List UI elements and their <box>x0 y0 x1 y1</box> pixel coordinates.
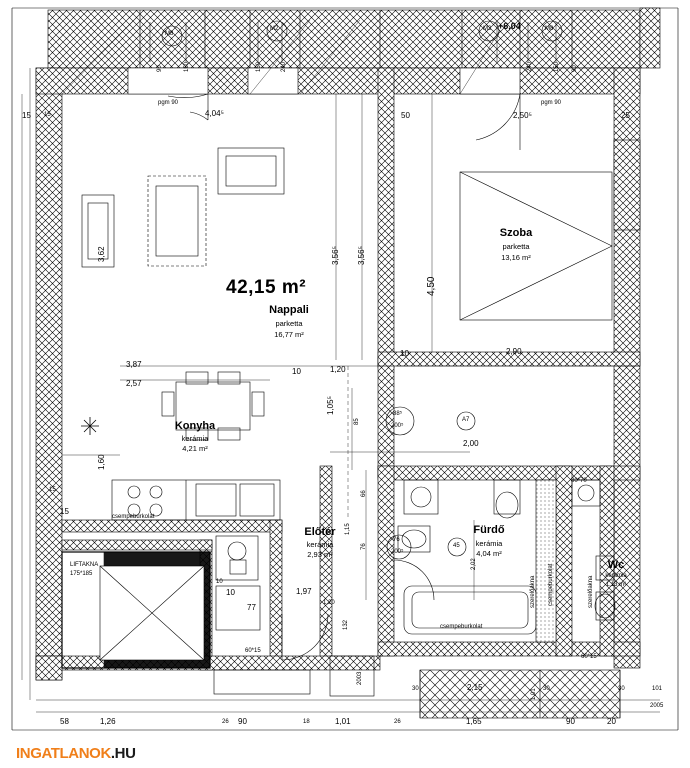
note-csempeburkolat-shaft: csempeburkolat <box>548 563 554 606</box>
watermark-suffix: .HU <box>110 745 136 762</box>
room-material-nappali: parketta <box>275 319 303 328</box>
tag-a7: A7 <box>462 417 470 423</box>
dim-top-4: 240 <box>281 61 287 72</box>
dim-inner-885: 88⁵ <box>393 411 403 417</box>
room-area-szoba: 13,16 m² <box>501 253 531 262</box>
dim-bottom-20: 20 <box>607 717 616 726</box>
dim-mid-290: 2,90 <box>506 347 522 356</box>
dim-top-5: 240 <box>527 61 533 72</box>
dim-lower-101: 1,01 <box>531 688 537 700</box>
tag-45: 45 <box>453 543 460 549</box>
dim-lower-30b: 30 <box>543 686 550 692</box>
dim-inner-2005b: 200⁵ <box>391 549 404 555</box>
room-label-wc: Wc <box>607 559 625 571</box>
dim-lower-2005: 2005 <box>650 703 664 709</box>
watermark <box>16 745 136 762</box>
note-szerelakna-1: szerelőakna <box>530 575 536 608</box>
dim-lower-215: 2,15 <box>467 683 483 692</box>
dim-lower-30a: 30 <box>412 686 419 692</box>
dim-bottom-126: 1,26 <box>100 717 116 726</box>
dim-bottom-165: 1,65 <box>466 717 482 726</box>
dim-bottom-58: 58 <box>60 717 69 726</box>
total-area-label: 42,15 m² <box>226 277 307 298</box>
dim-upper-25: 25 <box>621 111 630 120</box>
dim-lower-120: 1,20 <box>323 600 335 606</box>
note-csempeburkolat-bath: csempeburkolat <box>440 624 483 630</box>
note-pgm-left: pgm 90 <box>158 100 179 106</box>
dim-upper-50: 50 <box>401 111 410 120</box>
dim-bottom-90b: 90 <box>566 717 575 726</box>
dim-bottom-26b: 26 <box>394 719 401 725</box>
room-area-eloter: 2,93 m² <box>307 550 333 559</box>
dim-small-6015a: 60*15 <box>581 654 597 660</box>
dim-top-7: 90 <box>572 65 578 72</box>
room-label-eloter: Előtér <box>304 526 336 538</box>
dim-mid-120: 1,20 <box>330 365 346 374</box>
room-label-szoba: Szoba <box>499 227 533 239</box>
door-tag-3: M3 <box>483 26 492 32</box>
dim-upper-404: 4,04⁵ <box>205 109 224 118</box>
dim-bottom-26: 26 <box>222 719 229 725</box>
room-label-nappali: Nappali <box>269 304 309 316</box>
dim-top-3: 150 <box>256 61 262 72</box>
dim-mid-10a: 10 <box>292 367 301 376</box>
room-label-konyha: Konyha <box>174 420 216 432</box>
room-material-szoba: parketta <box>502 242 530 251</box>
dim-bottom-90: 90 <box>238 717 247 726</box>
dim-lower-30c: 30 <box>618 686 625 692</box>
dim-bottom-18: 18 <box>303 719 310 725</box>
dim-inner-85: 85 <box>354 418 360 425</box>
dim-inner-115: 1,15 <box>345 523 351 535</box>
dim-lower-197: 1,97 <box>296 587 312 596</box>
room-material-furdo: kerámia <box>475 539 503 548</box>
room-area-wc: 1,13 m² <box>605 582 627 588</box>
room-material-konyha: kerámia <box>181 434 209 443</box>
door-tag-1: M8 <box>165 31 174 37</box>
note-liftakna: LIFTAKNA <box>70 562 99 568</box>
watermark-prefix: INGATLANOK <box>16 745 111 762</box>
dim-upper-250: 2,50⁵ <box>513 111 532 120</box>
dim-small-10b: 10 <box>216 579 223 585</box>
dim-upper-15: 15 <box>22 111 31 120</box>
dim-left-160: 1,60 <box>97 454 106 470</box>
dim-small-8070: 80*70 <box>571 478 587 484</box>
room-label-furdo: Fürdő <box>473 524 505 536</box>
dim-inner-2005a: 200⁵ <box>391 423 404 429</box>
dim-small-15b: 15 <box>49 487 56 493</box>
dim-top-1: 90 <box>157 65 163 72</box>
note-szerelakna-2: szerelőakna <box>588 575 594 608</box>
dim-mid-10b: 10 <box>400 349 409 358</box>
dim-mid-257: 2,57 <box>126 379 142 388</box>
dim-inner-66: 66 <box>361 490 367 497</box>
dim-center-3565b: 3,56⁵ <box>357 246 366 265</box>
dim-center-450: 4,50 <box>426 276 437 296</box>
room-area-furdo: 4,04 m² <box>476 549 502 558</box>
dim-bottom-101: 1,01 <box>335 717 351 726</box>
room-material-eloter: kerámia <box>306 540 334 549</box>
dim-lower-10: 10 <box>226 588 235 597</box>
dim-lower-77: 77 <box>247 603 256 612</box>
dim-small-6015b: 60*15 <box>245 648 261 654</box>
note-pgm-right: pgm 90 <box>541 100 562 106</box>
dim-top-2: 150 <box>184 61 190 72</box>
dim-inner-76b: 76 <box>361 543 367 550</box>
dim-mid-387: 3,87 <box>126 360 142 369</box>
dim-inner-202: 2,02 <box>471 558 477 570</box>
dim-center-3565a: 3,56⁵ <box>331 246 340 265</box>
dim-small-15a: 15 <box>44 112 51 118</box>
dim-left-15: 15 <box>60 507 69 516</box>
dim-top-6: 150 <box>554 61 560 72</box>
note-elevation: +6,04 <box>498 21 521 31</box>
dim-inner-76a: 76 <box>393 537 400 543</box>
dim-lower-101b: 101 <box>652 686 663 692</box>
room-area-konyha: 4,21 m² <box>182 444 208 453</box>
door-tag-4: M8 <box>545 26 554 32</box>
dim-inner-1055: 1,05⁵ <box>326 396 335 415</box>
dim-left-362: 3,62 <box>97 246 106 262</box>
door-tag-2: M2 <box>270 26 279 32</box>
room-material-wc: kerámia <box>605 573 627 579</box>
dim-lower-2003: 2003 <box>357 671 363 685</box>
note-liftakna-size: 175*185 <box>70 571 93 577</box>
dim-inner-200: 2,00 <box>463 439 479 448</box>
dim-lower-132: 132 <box>343 619 349 630</box>
note-csempeburkolat-kitchen: csempeburkolat <box>112 514 155 520</box>
room-area-nappali: 16,77 m² <box>274 330 304 339</box>
